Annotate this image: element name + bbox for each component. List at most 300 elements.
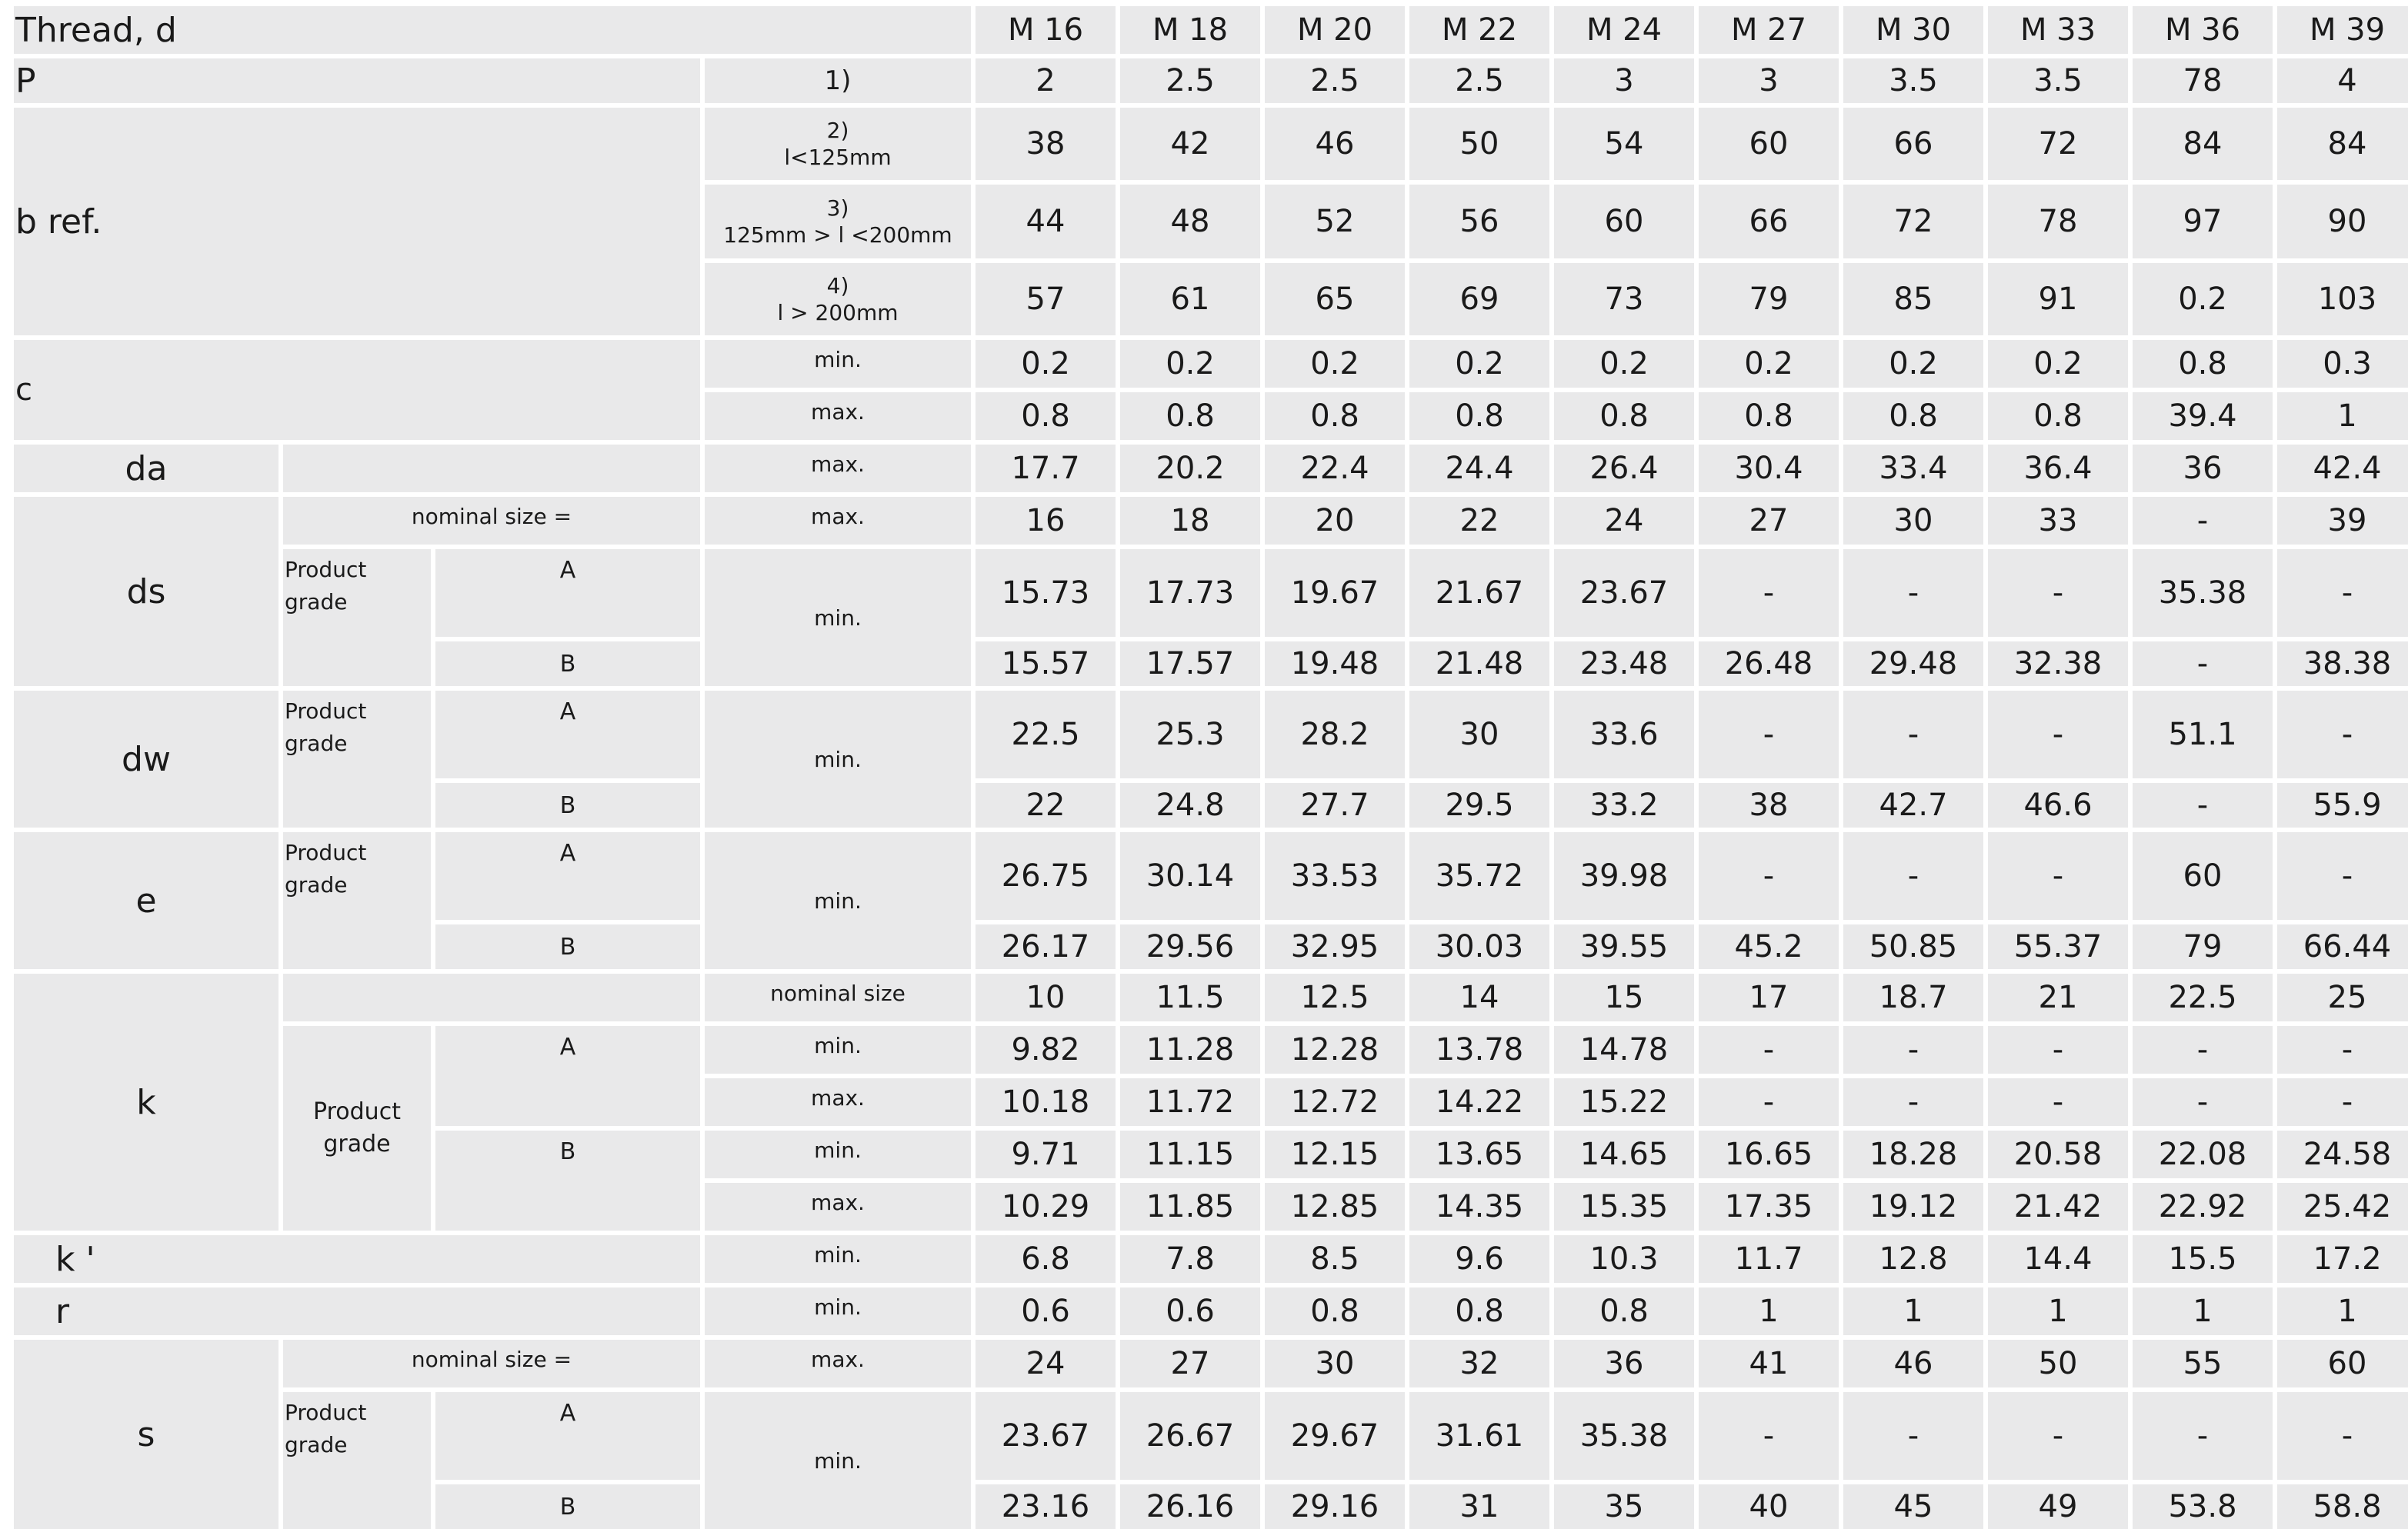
- value-cell-b-g200: 69: [1409, 263, 1549, 335]
- thread-header: M 20: [1265, 6, 1405, 54]
- k-nominal-size: nominal size: [705, 974, 971, 1021]
- value-cell-ds-b-min: 32.38: [1988, 641, 2128, 686]
- value-cell-b-l125: 54: [1554, 108, 1694, 180]
- value-cell-c-max: 39.4: [2133, 392, 2273, 440]
- value-cell-s-a-min: 29.67: [1265, 1392, 1405, 1480]
- value-cell-b-g200: 103: [2277, 263, 2408, 335]
- value-cell-k-b-min: 11.15: [1120, 1131, 1260, 1178]
- value-cell-r-min: 1: [1699, 1287, 1839, 1335]
- value-cell-s-max: 60: [2277, 1340, 2408, 1387]
- k-b-min-label: min.: [705, 1131, 971, 1178]
- value-cell-p: 3.5: [1843, 58, 1983, 103]
- value-cell-k-b-min: 18.28: [1843, 1131, 1983, 1178]
- value-cell-ds-a-min: 23.67: [1554, 549, 1694, 637]
- value-cell-s-a-min: -: [2133, 1392, 2273, 1480]
- value-cell-e-b-min: 26.17: [976, 924, 1116, 969]
- value-cell-k-nom: 12.5: [1265, 974, 1405, 1021]
- value-cell-da-max: 22.4: [1265, 445, 1405, 492]
- value-cell-k-a-min: 14.78: [1554, 1026, 1694, 1074]
- value-cell-e-a-min: -: [1843, 832, 1983, 920]
- thread-header: M 22: [1409, 6, 1549, 54]
- ds-grade-b: B: [435, 641, 700, 686]
- value-cell-ds-max: 33: [1988, 497, 2128, 545]
- value-cell-k-a-min: 13.78: [1409, 1026, 1549, 1074]
- value-cell-kp-min: 11.7: [1699, 1235, 1839, 1283]
- product-text: Product: [285, 840, 367, 865]
- value-cell-p: 3.5: [1988, 58, 2128, 103]
- value-cell-s-b-min: 29.16: [1265, 1484, 1405, 1529]
- note-2-condition: l<125mm: [784, 145, 892, 170]
- value-cell-s-b-min: 23.16: [976, 1484, 1116, 1529]
- grade-text: grade: [285, 731, 348, 756]
- grade-text: grade: [285, 1432, 348, 1457]
- value-cell-dw-a-min: -: [1699, 691, 1839, 778]
- value-cell-b-l200: 48: [1120, 185, 1260, 258]
- note-3-number: 3): [826, 195, 849, 221]
- value-cell-ds-a-min: -: [1699, 549, 1839, 637]
- value-cell-dw-b-min: 27.7: [1265, 783, 1405, 828]
- value-cell-c-max: 1: [2277, 392, 2408, 440]
- value-cell-k-a-max: -: [1699, 1078, 1839, 1126]
- grade-text: grade: [323, 1131, 391, 1158]
- value-cell-p: 78: [2133, 58, 2273, 103]
- value-cell-ds-max: 22: [1409, 497, 1549, 545]
- value-cell-da-max: 30.4: [1699, 445, 1839, 492]
- value-cell-b-l125: 84: [2133, 108, 2273, 180]
- grade-text: grade: [285, 589, 348, 615]
- value-cell-dw-b-min: 29.5: [1409, 783, 1549, 828]
- value-cell-r-min: 1: [1988, 1287, 2128, 1335]
- ds-grade-a: A: [435, 549, 700, 637]
- value-cell-e-a-min: 39.98: [1554, 832, 1694, 920]
- value-cell-k-b-max: 14.35: [1409, 1183, 1549, 1231]
- b-ref-label: b ref.: [14, 108, 700, 335]
- value-cell-kp-min: 9.6: [1409, 1235, 1549, 1283]
- value-cell-e-b-min: 55.37: [1988, 924, 2128, 969]
- value-cell-e-b-min: 45.2: [1699, 924, 1839, 969]
- k-product-grade: [283, 1026, 431, 1231]
- thread-header: M 36: [2133, 6, 2273, 54]
- value-cell-p: 2: [976, 58, 1116, 103]
- value-cell-k-b-min: 13.65: [1409, 1131, 1549, 1178]
- value-cell-c-min: 0.2: [1988, 340, 2128, 388]
- value-cell-kp-min: 14.4: [1988, 1235, 2128, 1283]
- value-cell-k-b-min: 16.65: [1699, 1131, 1839, 1178]
- value-cell-k-a-min: 12.28: [1265, 1026, 1405, 1074]
- value-cell-p: 2.5: [1120, 58, 1260, 103]
- value-cell-k-a-min: -: [1843, 1026, 1983, 1074]
- value-cell-c-min: 0.2: [1120, 340, 1260, 388]
- dw-product-grade: [283, 691, 431, 828]
- value-cell-dw-b-min: 24.8: [1120, 783, 1260, 828]
- value-cell-k-nom: 11.5: [1120, 974, 1260, 1021]
- value-cell-dw-a-min: 22.5: [976, 691, 1116, 778]
- value-cell-b-g200: 79: [1699, 263, 1839, 335]
- value-cell-p: 4: [2277, 58, 2408, 103]
- value-cell-b-l200: 97: [2133, 185, 2273, 258]
- note-1: 1): [705, 58, 971, 103]
- ds-min-label: min.: [705, 549, 971, 686]
- value-cell-c-min: 0.3: [2277, 340, 2408, 388]
- value-cell-s-a-min: -: [1843, 1392, 1983, 1480]
- note-4-condition: l > 200mm: [777, 300, 899, 325]
- value-cell-kp-min: 10.3: [1554, 1235, 1694, 1283]
- product-text: Product: [285, 698, 367, 724]
- k-grade-a: A: [435, 1026, 700, 1126]
- value-cell-b-g200: 0.2: [2133, 263, 2273, 335]
- value-cell-r-min: 0.6: [1120, 1287, 1260, 1335]
- k-grade-b: B: [435, 1131, 700, 1231]
- dw-min-label: min.: [705, 691, 971, 828]
- value-cell-s-max: 50: [1988, 1340, 2128, 1387]
- e-product-grade: [283, 832, 431, 969]
- value-cell-s-a-min: 35.38: [1554, 1392, 1694, 1480]
- value-cell-s-b-min: 26.16: [1120, 1484, 1260, 1529]
- r-label: r: [14, 1287, 700, 1335]
- value-cell-b-l200: 60: [1554, 185, 1694, 258]
- value-cell-b-l200: 56: [1409, 185, 1549, 258]
- value-cell-b-g200: 91: [1988, 263, 2128, 335]
- value-cell-dw-b-min: -: [2133, 783, 2273, 828]
- value-cell-r-min: 1: [2277, 1287, 2408, 1335]
- value-cell-r-min: 1: [1843, 1287, 1983, 1335]
- k-prime-min-label: min.: [705, 1235, 971, 1283]
- value-cell-e-b-min: 32.95: [1265, 924, 1405, 969]
- value-cell-b-l125: 66: [1843, 108, 1983, 180]
- s-grade-b: B: [435, 1484, 700, 1529]
- value-cell-c-max: 0.8: [1554, 392, 1694, 440]
- value-cell-s-a-min: 23.67: [976, 1392, 1116, 1480]
- value-cell-c-min: 0.8: [2133, 340, 2273, 388]
- s-max-label: max.: [705, 1340, 971, 1387]
- value-cell-s-a-min: 26.67: [1120, 1392, 1260, 1480]
- value-cell-k-b-max: 12.85: [1265, 1183, 1405, 1231]
- value-cell-k-a-max: 14.22: [1409, 1078, 1549, 1126]
- value-cell-r-min: 0.8: [1409, 1287, 1549, 1335]
- value-cell-b-l125: 50: [1409, 108, 1549, 180]
- value-cell-ds-b-min: 17.57: [1120, 641, 1260, 686]
- value-cell-b-l125: 38: [976, 108, 1116, 180]
- value-cell-k-b-min: 24.58: [2277, 1131, 2408, 1178]
- s-label: s: [14, 1340, 278, 1529]
- value-cell-da-max: 17.7: [976, 445, 1116, 492]
- value-cell-kp-min: 12.8: [1843, 1235, 1983, 1283]
- value-cell-s-b-min: 31: [1409, 1484, 1549, 1529]
- value-cell-dw-b-min: 38: [1699, 783, 1839, 828]
- value-cell-k-a-max: 11.72: [1120, 1078, 1260, 1126]
- value-cell-c-min: 0.2: [1265, 340, 1405, 388]
- thread-header: M 30: [1843, 6, 1983, 54]
- value-cell-b-l125: 42: [1120, 108, 1260, 180]
- value-cell-s-a-min: -: [1699, 1392, 1839, 1480]
- value-cell-ds-a-min: 35.38: [2133, 549, 2273, 637]
- c-min-label: min.: [705, 340, 971, 388]
- value-cell-dw-a-min: 51.1: [2133, 691, 2273, 778]
- value-cell-c-max: 0.8: [1843, 392, 1983, 440]
- value-cell-k-b-min: 14.65: [1554, 1131, 1694, 1178]
- value-cell-b-g200: 57: [976, 263, 1116, 335]
- value-cell-k-b-max: 17.35: [1699, 1183, 1839, 1231]
- value-cell-ds-max: 16: [976, 497, 1116, 545]
- value-cell-ds-a-min: 15.73: [976, 549, 1116, 637]
- k-a-max-label: max.: [705, 1078, 971, 1126]
- value-cell-ds-b-min: 23.48: [1554, 641, 1694, 686]
- value-cell-r-min: 1: [2133, 1287, 2273, 1335]
- value-cell-s-b-min: 58.8: [2277, 1484, 2408, 1529]
- value-cell-kp-min: 7.8: [1120, 1235, 1260, 1283]
- value-cell-k-nom: 18.7: [1843, 974, 1983, 1021]
- value-cell-k-b-max: 21.42: [1988, 1183, 2128, 1231]
- value-cell-k-nom: 22.5: [2133, 974, 2273, 1021]
- value-cell-da-max: 42.4: [2277, 445, 2408, 492]
- note-4: [705, 263, 971, 335]
- value-cell-r-min: 0.6: [976, 1287, 1116, 1335]
- value-cell-k-a-min: -: [2133, 1026, 2273, 1074]
- value-cell-b-g200: 61: [1120, 263, 1260, 335]
- value-cell-e-a-min: -: [1699, 832, 1839, 920]
- value-cell-kp-min: 6.8: [976, 1235, 1116, 1283]
- da-blank: [283, 445, 700, 492]
- value-cell-e-a-min: 60: [2133, 832, 2273, 920]
- value-cell-s-max: 30: [1265, 1340, 1405, 1387]
- value-cell-s-max: 55: [2133, 1340, 2273, 1387]
- value-cell-s-b-min: 45: [1843, 1484, 1983, 1529]
- value-cell-kp-min: 8.5: [1265, 1235, 1405, 1283]
- value-cell-e-b-min: 66.44: [2277, 924, 2408, 969]
- value-cell-b-l200: 78: [1988, 185, 2128, 258]
- value-cell-ds-a-min: 19.67: [1265, 549, 1405, 637]
- value-cell-kp-min: 17.2: [2277, 1235, 2408, 1283]
- value-cell-k-nom: 25: [2277, 974, 2408, 1021]
- s-nominal-size: nominal size =: [283, 1340, 700, 1387]
- value-cell-e-b-min: 79: [2133, 924, 2273, 969]
- value-cell-c-min: 0.2: [976, 340, 1116, 388]
- value-cell-s-max: 36: [1554, 1340, 1694, 1387]
- value-cell-b-l200: 66: [1699, 185, 1839, 258]
- e-grade-b: B: [435, 924, 700, 969]
- product-text: Product: [313, 1098, 401, 1125]
- k-blank: [283, 974, 700, 1021]
- product-text: Product: [285, 1400, 367, 1425]
- value-cell-ds-max: 18: [1120, 497, 1260, 545]
- value-cell-dw-b-min: 46.6: [1988, 783, 2128, 828]
- value-cell-ds-b-min: 26.48: [1699, 641, 1839, 686]
- value-cell-e-a-min: -: [1988, 832, 2128, 920]
- value-cell-da-max: 36.4: [1988, 445, 2128, 492]
- value-cell-dw-b-min: 33.2: [1554, 783, 1694, 828]
- value-cell-k-b-max: 19.12: [1843, 1183, 1983, 1231]
- value-cell-c-min: 0.2: [1554, 340, 1694, 388]
- value-cell-b-g200: 65: [1265, 263, 1405, 335]
- value-cell-k-b-min: 9.71: [976, 1131, 1116, 1178]
- thread-header: M 18: [1120, 6, 1260, 54]
- value-cell-k-b-max: 22.92: [2133, 1183, 2273, 1231]
- value-cell-ds-b-min: 15.57: [976, 641, 1116, 686]
- value-cell-s-a-min: 31.61: [1409, 1392, 1549, 1480]
- thread-header: M 27: [1699, 6, 1839, 54]
- e-label: e: [14, 832, 278, 969]
- c-max-label: max.: [705, 392, 971, 440]
- value-cell-k-a-min: 11.28: [1120, 1026, 1260, 1074]
- value-cell-b-g200: 85: [1843, 263, 1983, 335]
- value-cell-e-a-min: 30.14: [1120, 832, 1260, 920]
- value-cell-b-l200: 72: [1843, 185, 1983, 258]
- e-min-label: min.: [705, 832, 971, 969]
- dw-grade-a: A: [435, 691, 700, 778]
- e-grade-a: A: [435, 832, 700, 920]
- value-cell-p: 3: [1699, 58, 1839, 103]
- value-cell-ds-max: 27: [1699, 497, 1839, 545]
- value-cell-k-b-min: 20.58: [1988, 1131, 2128, 1178]
- value-cell-da-max: 26.4: [1554, 445, 1694, 492]
- value-cell-dw-a-min: -: [2277, 691, 2408, 778]
- thread-header: M 33: [1988, 6, 2128, 54]
- ds-nominal-size: nominal size =: [283, 497, 700, 545]
- note-3: [705, 185, 971, 258]
- value-cell-k-a-max: -: [1843, 1078, 1983, 1126]
- value-cell-s-b-min: 53.8: [2133, 1484, 2273, 1529]
- value-cell-dw-b-min: 42.7: [1843, 783, 1983, 828]
- value-cell-ds-b-min: -: [2133, 641, 2273, 686]
- value-cell-s-b-min: 40: [1699, 1484, 1839, 1529]
- value-cell-ds-a-min: 17.73: [1120, 549, 1260, 637]
- value-cell-k-a-max: 10.18: [976, 1078, 1116, 1126]
- value-cell-s-b-min: 49: [1988, 1484, 2128, 1529]
- value-cell-k-a-max: -: [1988, 1078, 2128, 1126]
- value-cell-ds-b-min: 21.48: [1409, 641, 1549, 686]
- s-min-label: min.: [705, 1392, 971, 1529]
- value-cell-da-max: 24.4: [1409, 445, 1549, 492]
- r-min-label: min.: [705, 1287, 971, 1335]
- value-cell-k-nom: 10: [976, 974, 1116, 1021]
- c-label: c: [14, 340, 700, 440]
- thread-label: Thread, d: [14, 6, 971, 54]
- value-cell-b-l125: 46: [1265, 108, 1405, 180]
- value-cell-ds-b-min: 29.48: [1843, 641, 1983, 686]
- value-cell-p: 2.5: [1409, 58, 1549, 103]
- value-cell-k-nom: 21: [1988, 974, 2128, 1021]
- value-cell-da-max: 36: [2133, 445, 2273, 492]
- k-label: k: [14, 974, 278, 1231]
- value-cell-c-min: 0.2: [1699, 340, 1839, 388]
- dw-label: dw: [14, 691, 278, 828]
- value-cell-k-a-min: -: [1699, 1026, 1839, 1074]
- da-label: da: [14, 445, 278, 492]
- grade-text: grade: [285, 872, 348, 898]
- k-prime-label: k ': [14, 1235, 700, 1283]
- value-cell-ds-max: -: [2133, 497, 2273, 545]
- value-cell-ds-b-min: 19.48: [1265, 641, 1405, 686]
- value-cell-r-min: 0.8: [1265, 1287, 1405, 1335]
- thread-header: M 39: [2277, 6, 2408, 54]
- value-cell-dw-a-min: -: [1988, 691, 2128, 778]
- value-cell-s-max: 46: [1843, 1340, 1983, 1387]
- value-cell-ds-max: 39: [2277, 497, 2408, 545]
- note-2-number: 2): [826, 118, 849, 143]
- value-cell-c-max: 0.8: [1265, 392, 1405, 440]
- value-cell-k-a-min: -: [1988, 1026, 2128, 1074]
- k-a-min-label: min.: [705, 1026, 971, 1074]
- thread-header: M 16: [976, 6, 1116, 54]
- note-3-condition: 125mm > l <200mm: [723, 222, 952, 248]
- da-max-label: max.: [705, 445, 971, 492]
- value-cell-ds-a-min: -: [2277, 549, 2408, 637]
- value-cell-c-max: 0.8: [1988, 392, 2128, 440]
- value-cell-k-nom: 17: [1699, 974, 1839, 1021]
- value-cell-k-b-max: 11.85: [1120, 1183, 1260, 1231]
- value-cell-e-a-min: 35.72: [1409, 832, 1549, 920]
- ds-product-grade: [283, 549, 431, 686]
- value-cell-k-a-max: -: [2133, 1078, 2273, 1126]
- value-cell-da-max: 33.4: [1843, 445, 1983, 492]
- value-cell-k-nom: 14: [1409, 974, 1549, 1021]
- value-cell-s-a-min: -: [1988, 1392, 2128, 1480]
- value-cell-e-a-min: 26.75: [976, 832, 1116, 920]
- value-cell-c-max: 0.8: [1699, 392, 1839, 440]
- value-cell-b-l200: 90: [2277, 185, 2408, 258]
- value-cell-c-min: 0.2: [1843, 340, 1983, 388]
- value-cell-k-nom: 15: [1554, 974, 1694, 1021]
- dw-grade-b: B: [435, 783, 700, 828]
- value-cell-b-l200: 44: [976, 185, 1116, 258]
- value-cell-k-a-min: -: [2277, 1026, 2408, 1074]
- note-2: [705, 108, 971, 180]
- value-cell-e-b-min: 50.85: [1843, 924, 1983, 969]
- value-cell-k-b-min: 22.08: [2133, 1131, 2273, 1178]
- k-b-max-label: max.: [705, 1183, 971, 1231]
- value-cell-ds-max: 30: [1843, 497, 1983, 545]
- value-cell-e-b-min: 39.55: [1554, 924, 1694, 969]
- value-cell-k-b-max: 10.29: [976, 1183, 1116, 1231]
- value-cell-ds-a-min: -: [1843, 549, 1983, 637]
- value-cell-k-b-max: 15.35: [1554, 1183, 1694, 1231]
- value-cell-p: 2.5: [1265, 58, 1405, 103]
- value-cell-b-g200: 73: [1554, 263, 1694, 335]
- ds-label: ds: [14, 497, 278, 686]
- s-grade-a: A: [435, 1392, 700, 1480]
- value-cell-ds-a-min: -: [1988, 549, 2128, 637]
- note-4-number: 4): [826, 273, 849, 298]
- value-cell-s-max: 41: [1699, 1340, 1839, 1387]
- value-cell-c-max: 0.8: [1120, 392, 1260, 440]
- value-cell-b-l125: 60: [1699, 108, 1839, 180]
- dimensions-table: [14, 6, 2405, 1524]
- value-cell-ds-max: 20: [1265, 497, 1405, 545]
- value-cell-c-min: 0.2: [1409, 340, 1549, 388]
- value-cell-dw-a-min: 33.6: [1554, 691, 1694, 778]
- value-cell-p: 3: [1554, 58, 1694, 103]
- value-cell-c-max: 0.8: [976, 392, 1116, 440]
- value-cell-s-a-min: -: [2277, 1392, 2408, 1480]
- value-cell-e-b-min: 30.03: [1409, 924, 1549, 969]
- value-cell-k-a-max: 12.72: [1265, 1078, 1405, 1126]
- value-cell-c-max: 0.8: [1409, 392, 1549, 440]
- value-cell-r-min: 0.8: [1554, 1287, 1694, 1335]
- value-cell-dw-a-min: -: [1843, 691, 1983, 778]
- value-cell-s-max: 32: [1409, 1340, 1549, 1387]
- p-label: P: [14, 58, 700, 103]
- value-cell-k-b-max: 25.42: [2277, 1183, 2408, 1231]
- value-cell-ds-b-min: 38.38: [2277, 641, 2408, 686]
- value-cell-dw-a-min: 30: [1409, 691, 1549, 778]
- value-cell-dw-a-min: 25.3: [1120, 691, 1260, 778]
- value-cell-ds-max: 24: [1554, 497, 1694, 545]
- value-cell-b-l200: 52: [1265, 185, 1405, 258]
- value-cell-dw-a-min: 28.2: [1265, 691, 1405, 778]
- value-cell-b-l125: 72: [1988, 108, 2128, 180]
- value-cell-b-l125: 84: [2277, 108, 2408, 180]
- thread-header: M 24: [1554, 6, 1694, 54]
